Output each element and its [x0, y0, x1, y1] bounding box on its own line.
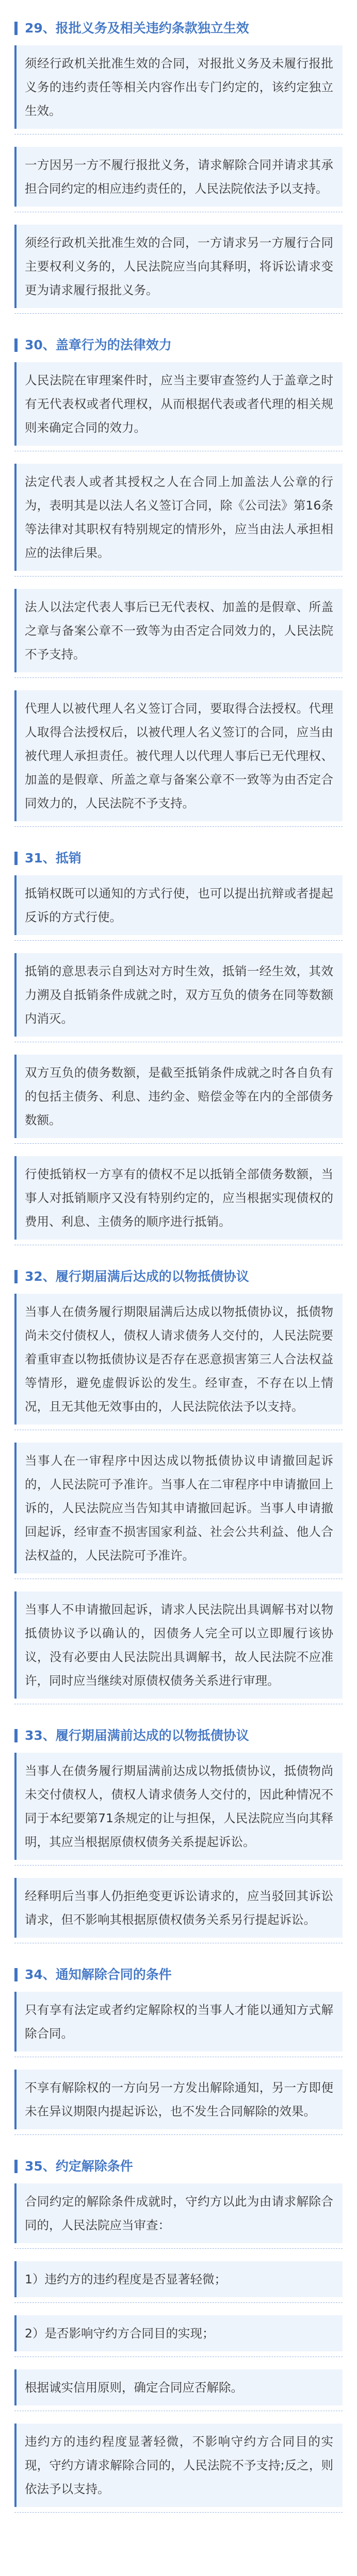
- paragraph-block: [14, 2261, 343, 2303]
- paragraph-box: [14, 1055, 343, 1138]
- paragraph-block: [14, 1992, 343, 2057]
- paragraph-box: [14, 2183, 343, 2243]
- article-section: [14, 329, 343, 827]
- paragraph-box: [14, 589, 343, 672]
- paragraph-text: 当事人在债务履行期限届满后达成以物抵债协议，抵债物尚未交付债权人，债权人请求债务人交付的，人民法院要着重审查以物抵债协议是否存在恶意损害第三人合法权益等情形，避免虚假诉讼的发生。经审查，不存在以上情况，且无其他无效事由的，人民法院依法予以支持。: [25, 1304, 333, 1414]
- paragraph-text: 当事人不申请撤回起诉，请求人民法院出具调解书对以物抵债协议予以确认的，因债务人完全可以立即履行该协议，没有必要由人民法院出具调解书，故人民法院不应准许，同时应当继续对原债权债务关系进行审理。: [25, 1602, 333, 1688]
- paragraph-block: [14, 1591, 343, 1704]
- paragraph-box: [14, 875, 343, 935]
- paragraph-text: 违约方的违约程度显著轻微，不影响守约方合同目的实现，守约方请求解除合同的，人民法院不予支持;反之，则依法予以支持。: [25, 2434, 333, 2496]
- dashed-divider: [14, 1865, 343, 1866]
- paragraph-text: 抵销的意思表示自到达对方时生效，抵销一经生效，其效力溯及自抵销条件成就之时，双方互负的债务在同等数额内消灭。: [25, 964, 333, 1026]
- paragraph-block: [14, 2424, 343, 2513]
- paragraph-text: 2）是否影响守约方合同目的实现；: [25, 2326, 215, 2341]
- paragraph-text: 双方互负的债务数额，是截至抵销条件成就之时各自负有的包括主债务、利息、违约金、赔偿金等在内的全部债务数额。: [25, 1065, 333, 1127]
- section-heading: [14, 1261, 343, 1294]
- section-title: 30、盖章行为的法律效力: [25, 337, 172, 352]
- paragraph-block: [14, 1294, 343, 1430]
- section-heading: [14, 329, 343, 362]
- paragraph-box: [14, 225, 343, 308]
- paragraph-box: [14, 2369, 343, 2405]
- paragraph-block: [14, 690, 343, 827]
- dashed-divider: [14, 826, 343, 827]
- paragraph-box: [14, 1591, 343, 1699]
- section-title: 29、报批义务及相关违约条款独立生效: [25, 21, 249, 36]
- paragraph-block: [14, 1878, 343, 1943]
- section-heading: [14, 1720, 343, 1753]
- paragraph-block: [14, 2183, 343, 2249]
- paragraph-box: [14, 1878, 343, 1938]
- paragraph-text: 1）违约方的违约程度是否显著轻微；: [25, 2272, 226, 2286]
- section-heading: [14, 1959, 343, 1992]
- paragraph-box: [14, 1294, 343, 1425]
- section-title: 34、通知解除合同的条件: [25, 1967, 172, 1982]
- paragraph-block: [14, 225, 343, 314]
- paragraph-block: [14, 2070, 343, 2135]
- paragraph-block: [14, 464, 343, 577]
- dashed-divider: [14, 576, 343, 577]
- section-heading: [14, 2150, 343, 2183]
- heading-accent-bar: [14, 22, 18, 35]
- paragraph-block: [14, 875, 343, 941]
- dashed-divider: [14, 677, 343, 678]
- paragraph-box: [14, 362, 343, 446]
- section-heading: [14, 842, 343, 875]
- dashed-divider: [14, 2302, 343, 2303]
- section-heading: [14, 12, 343, 45]
- article-section: [14, 2150, 343, 2513]
- dashed-divider: [14, 313, 343, 314]
- dashed-divider: [14, 940, 343, 941]
- paragraph-text: 根据诚实信用原则，确定合同应否解除。: [25, 2380, 243, 2395]
- paragraph-text: 抵销权既可以通知的方式行使，也可以提出抗辩或者提起反诉的方式行使。: [25, 886, 333, 924]
- paragraph-text: 经释明后当事人仍拒绝变更诉讼请求的，应当驳回其诉讼请求，但不影响其根据原债权债务关系另行提起诉讼。: [25, 1889, 333, 1927]
- heading-accent-bar: [14, 1968, 18, 1981]
- paragraph-block: [14, 2315, 343, 2357]
- heading-accent-bar: [14, 338, 18, 352]
- paragraph-box: [14, 2424, 343, 2507]
- article-section: [14, 842, 343, 1245]
- paragraph-box: [14, 464, 343, 571]
- paragraph-text: 一方因另一方不履行报批义务，请求解除合同并请求其承担合同约定的相应违约责任的，人民法院依法予以支持。: [25, 158, 333, 196]
- paragraph-text: 行使抵销权一方享有的债权不足以抵销全部债务数额，当事人对抵销顺序又没有特别约定的，应当根据实现债权的费用、利息、主债务的顺序进行抵销。: [25, 1167, 333, 1229]
- section-title: 32、履行期届满后达成的以物抵债协议: [25, 1269, 249, 1284]
- paragraph-block: [14, 147, 343, 212]
- section-title: 31、抵销: [25, 851, 82, 866]
- paragraph-text: 法人以法定代表人事后已无代表权、加盖的是假章、所盖之章与备案公章不一致等为由否定合同效力的，人民法院不予支持。: [25, 600, 333, 662]
- paragraph-block: [14, 953, 343, 1042]
- paragraph-text: 合同约定的解除条件成就时，守约方以此为由请求解除合同的，人民法院应当审查：: [25, 2194, 333, 2232]
- paragraph-box: [14, 1753, 343, 1860]
- paragraph-box: [14, 45, 343, 129]
- paragraph-text: 代理人以被代理人名义签订合同，要取得合法授权。代理人取得合法授权后，以被代理人名义签订的合同，应当由被代理人承担责任。被代理人以代理人事后已无代理权、加盖的是假章、所盖之章与备案公章不一致等为由否定合同效力的，人民法院不予支持。: [25, 701, 333, 810]
- paragraph-box: [14, 147, 343, 207]
- paragraph-text: 只有享有法定或者约定解除权的当事人才能以通知方式解除合同。: [25, 2003, 333, 2041]
- paragraph-text: 人民法院在审理案件时，应当主要审查签约人于盖章之时有无代表权或者代理权，从而根据代表或者代理的相关规则来确定合同的效力。: [25, 373, 333, 435]
- paragraph-text: 当事人在债务履行期届满前达成以物抵债协议，抵债物尚未交付债权人，债权人请求债务人交付的，因此种情况不同于本纪要第71条规定的让与担保，人民法院应当向其释明，其应当根据原债权债务关系提起诉讼。: [25, 1764, 333, 1849]
- paragraph-block: [14, 1156, 343, 1245]
- paragraph-box: [14, 2261, 343, 2297]
- paragraph-text: 须经行政机关批准生效的合同，对报批义务及未履行报批义务的违约责任等相关内容作出专门约定的，该约定独立生效。: [25, 56, 333, 118]
- paragraph-box: [14, 1443, 343, 1573]
- article-section: [14, 1261, 343, 1704]
- paragraph-block: [14, 589, 343, 678]
- dashed-divider: [14, 2512, 343, 2513]
- paragraph-block: [14, 2369, 343, 2411]
- sections-container: [14, 12, 343, 2513]
- dashed-divider: [14, 2248, 343, 2249]
- paragraph-box: [14, 690, 343, 821]
- dashed-divider: [14, 2134, 343, 2135]
- dashed-divider: [14, 1143, 343, 1144]
- paragraph-box: [14, 1156, 343, 1240]
- paragraph-box: [14, 2315, 343, 2351]
- section-title: 35、约定解除条件: [25, 2159, 133, 2174]
- paragraph-text: 须经行政机关批准生效的合同，一方请求另一方履行合同主要权利义务的，人民法院应当向其释明，将诉讼请求变更为请求履行报批义务。: [25, 235, 333, 297]
- paragraph-box: [14, 2070, 343, 2129]
- paragraph-block: [14, 45, 343, 134]
- paragraph-block: [14, 1443, 343, 1579]
- article-section: [14, 1720, 343, 1943]
- heading-accent-bar: [14, 852, 18, 865]
- heading-accent-bar: [14, 1270, 18, 1283]
- section-title: 33、履行期届满前达成的以物抵债协议: [25, 1728, 249, 1743]
- paragraph-text: 法定代表人或者其授权之人在合同上加盖法人公章的行为，表明其是以法人名义签订合同，除《公司法》第16条等法律对其职权有特别规定的情形外，应当由法人承担相应的法律后果。: [25, 474, 333, 560]
- paragraph-block: [14, 1753, 343, 1866]
- heading-accent-bar: [14, 2160, 18, 2173]
- paragraph-block: [14, 1055, 343, 1144]
- paragraph-box: [14, 1992, 343, 2052]
- article-section: [14, 1959, 343, 2135]
- paragraph-block: [14, 362, 343, 451]
- heading-accent-bar: [14, 1729, 18, 1742]
- paragraph-text: 不享有解除权的一方向另一方发出解除通知，另一方即便未在异议期限内提起诉讼，也不发生合同解除的效果。: [25, 2080, 333, 2119]
- article-section: [14, 12, 343, 314]
- paragraph-box: [14, 953, 343, 1037]
- paragraph-text: 当事人在一审程序中因达成以物抵债协议申请撤回起诉的，人民法院可予准许。当事人在二审程序中申请撤回上诉的，人民法院应当告知其申请撤回起诉。当事人申请撤回起诉，经审查不损害国家利益、社会公共利益、他人合法权益的，人民法院可予准许。: [25, 1453, 333, 1563]
